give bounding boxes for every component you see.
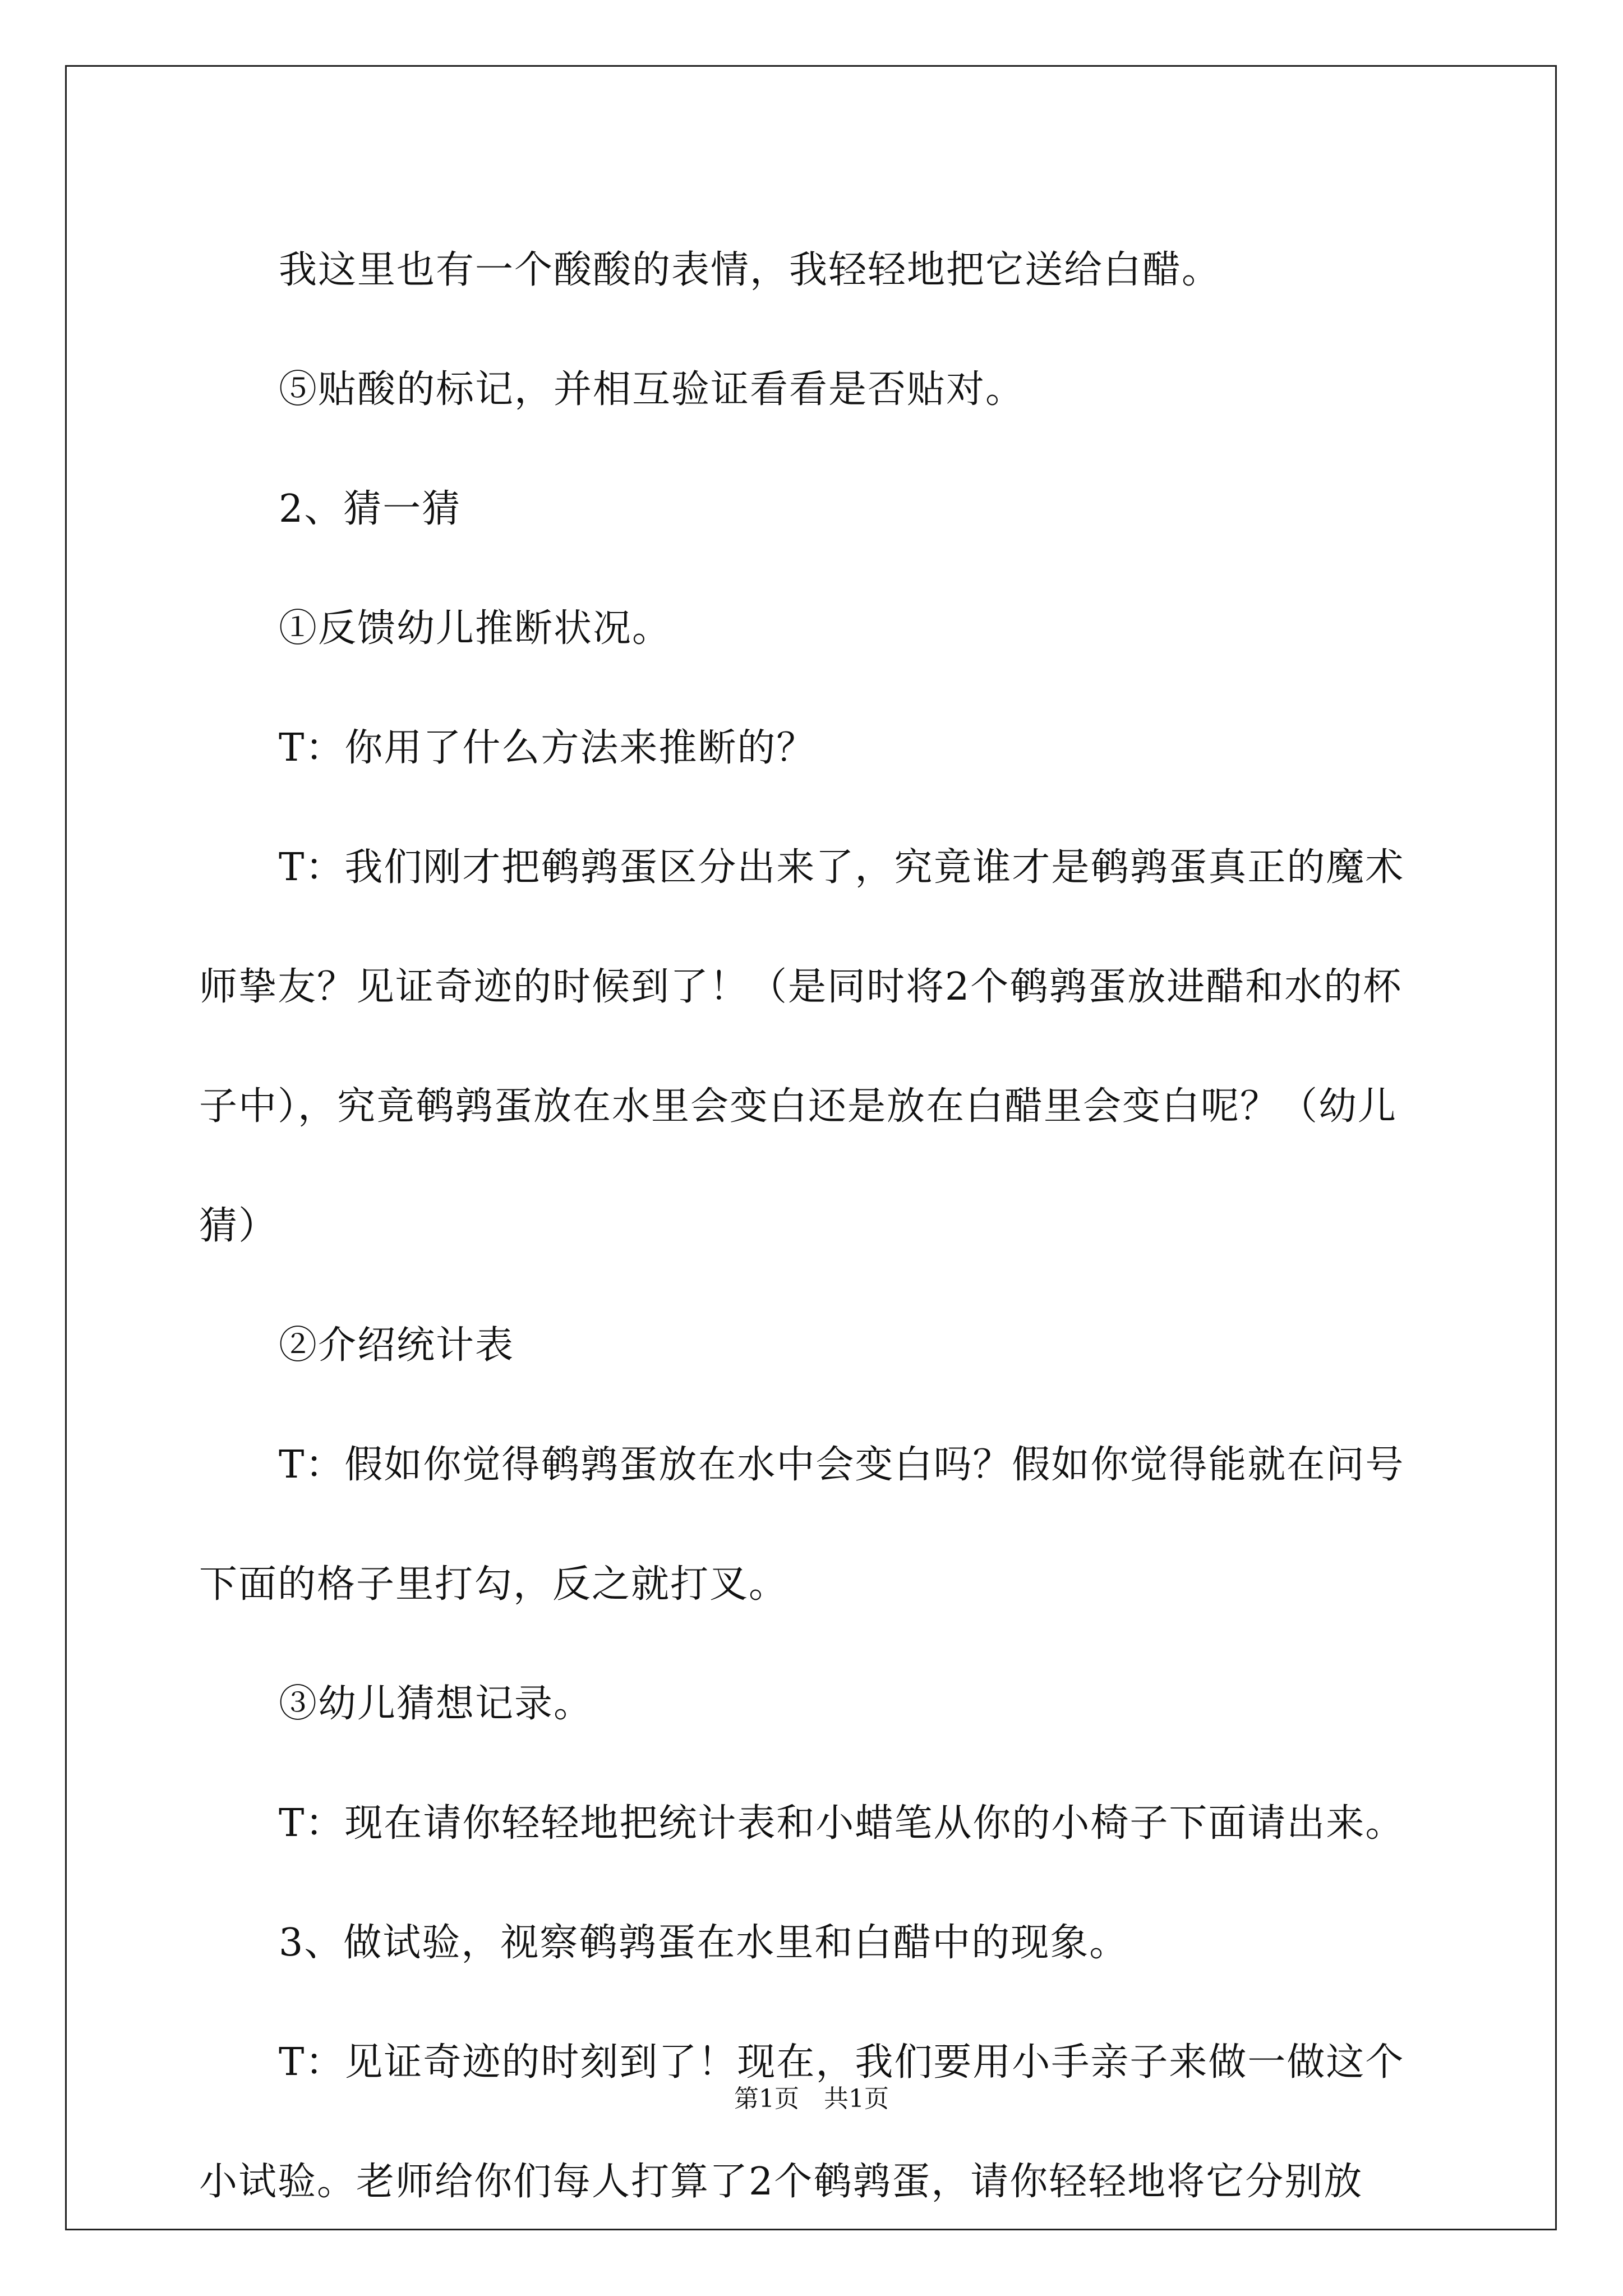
paragraph: T：我们刚才把鹌鹑蛋区分出来了，究竟谁才是鹌鹑蛋真正的魔术师挚友？见证奇迹的时候到了！（是同时将2个鹌鹑蛋放进醋和水的杯子中），究竟鹌鹑蛋放在水里会变白还是放在白醋里会变白呢？（幼儿猜）	[199, 845, 1405, 1248]
page-number-footer: 第1页 共1页	[734, 2085, 889, 2113]
paragraph: 我这里也有一个酸酸的表情，我轻轻地把它送给白醋。	[279, 248, 1221, 292]
paragraph: T：假如你觉得鹌鹑蛋放在水中会变白吗？假如你觉得能就在问号下面的格子里打勾，反之就打叉。	[199, 1443, 1405, 1607]
paragraph: T：你用了什么方法来推断的？	[279, 726, 816, 770]
paragraph: ②介绍统计表	[279, 1323, 515, 1368]
paragraph: ①反馈幼儿推断状况。	[279, 606, 672, 651]
paragraph: ⑤贴酸的标记，并相互验证看看是否贴对。	[279, 367, 1025, 412]
paragraph: ③幼儿猜想记录。	[279, 1682, 593, 1726]
section-heading: 3、做试验，视察鹌鹑蛋在水里和白醋中的现象。	[279, 1921, 1129, 1965]
paragraph: T：现在请你轻轻地把统计表和小蜡笔从你的小椅子下面请出来。	[279, 1801, 1405, 1846]
document-body	[199, 210, 1436, 2242]
paragraph: T：见证奇迹的时刻到了！现在，我们要用小手亲子来做一做这个小试验。老师给你们每人打算了2个鹌鹑蛋，请你轻轻地将它分别放	[199, 2040, 1405, 2204]
section-heading: 2、猜一猜	[279, 487, 462, 531]
